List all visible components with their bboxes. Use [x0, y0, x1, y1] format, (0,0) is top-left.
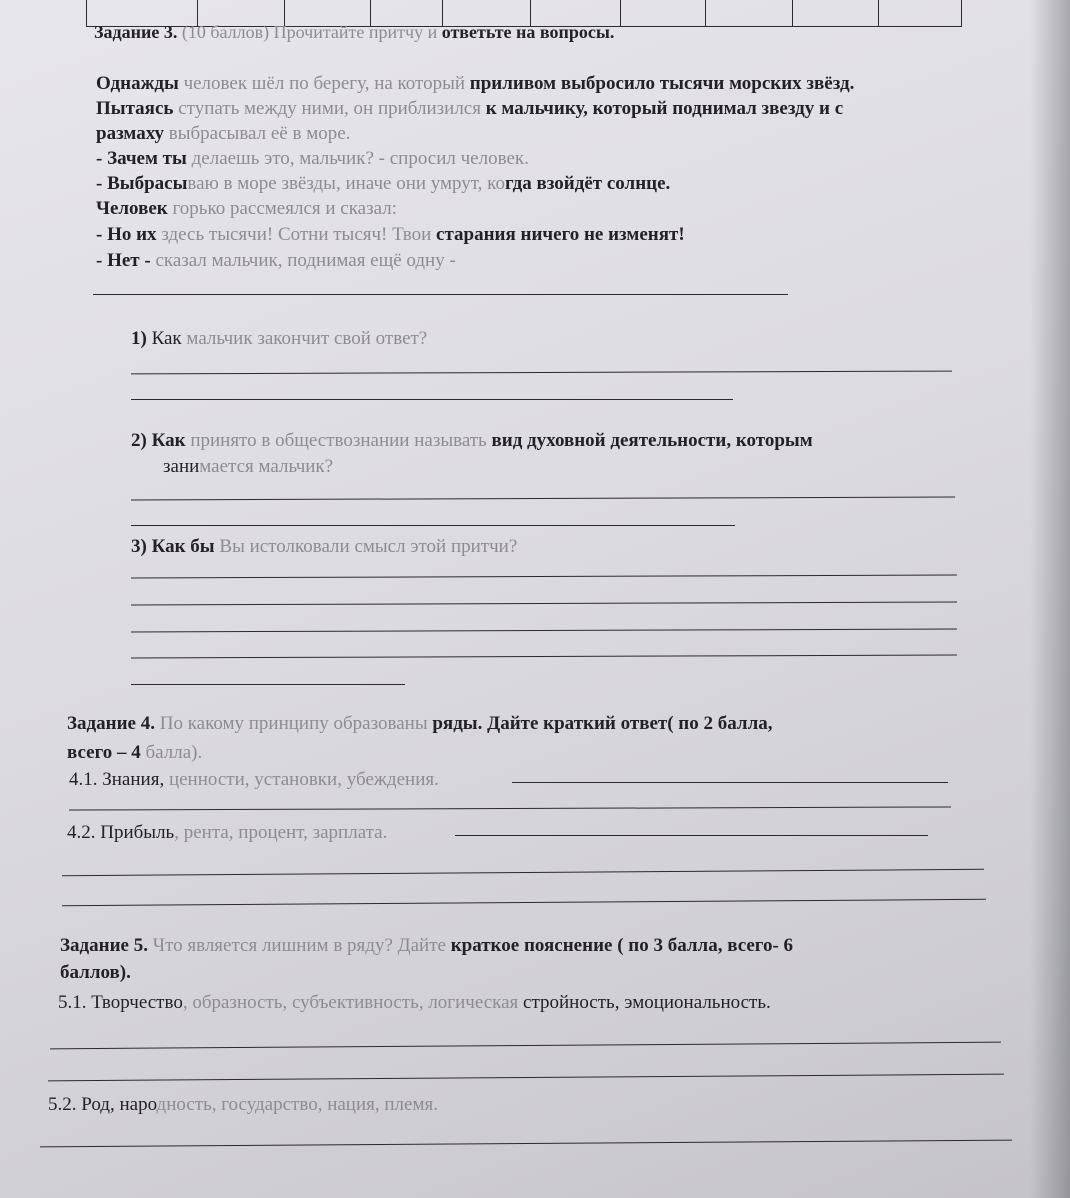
task3-header: Задание 3. (10 баллов) Прочитайте притчу и ответьте на вопросы. [94, 22, 615, 42]
parable-line-5: - Выбрасываю в море звёзды, иначе они умрут, когда взойдёт солнце. [96, 173, 671, 194]
answer-line [131, 525, 735, 526]
parable-line-1: Однажды человек шёл по берегу, на который приливом выбросило тысячи морских звёзд. [96, 73, 855, 94]
parable-line-7: - Но их здесь тысячи! Сотни тысяч! Твои старания ничего не изменят! [96, 224, 685, 245]
answer-line [512, 782, 948, 783]
answer-line [40, 1140, 1012, 1148]
answer-line [455, 835, 928, 836]
answer-line [131, 497, 955, 501]
table-cell [620, 0, 621, 27]
task4-header: Задание 4. По какому принципу образованы ряды. Дайте краткий ответ( по 2 балла, [67, 713, 773, 734]
task4-item-2: 4.2. Прибыль, рента, процент, зарплата. [67, 822, 388, 843]
answer-line [48, 1074, 1004, 1082]
task5-item-2: 5.2. Род, народность, государство, нация, племя. [48, 1094, 438, 1115]
table-cell [792, 0, 793, 27]
question-3: 3) Как бы Вы истолковали смысл этой притчи? [131, 536, 518, 557]
answer-line [62, 899, 986, 906]
question-2: 2) Как принято в обществознании называть вид духовной деятельности, которым [131, 430, 813, 451]
table-cell [705, 0, 706, 27]
answer-line [93, 294, 788, 295]
answer-line [50, 1042, 1001, 1050]
answer-line [62, 869, 984, 876]
parable-line-2: Пытаясь ступать между ними, он приблизился к мальчику, который поднимал звезду и с [96, 98, 844, 119]
parable-line-8: - Нет - сказал мальчик, поднимая ещё одну - [96, 250, 456, 271]
answer-line [131, 629, 957, 633]
answer-line [131, 602, 957, 606]
page-shadow [1030, 0, 1070, 1198]
answer-line [131, 399, 733, 400]
parable-line-6: Человек горько рассмеялся и сказал: [96, 198, 397, 219]
task4-item-1: 4.1. Знания, ценности, установки, убеждения. [69, 769, 439, 790]
answer-line [131, 575, 957, 579]
question-1: 1) Как мальчик закончит свой ответ? [131, 328, 428, 349]
answer-line [131, 684, 405, 685]
task5-header: Задание 5. Что является лишним в ряду? Дайте краткое пояснение ( по 3 балла, всего- 6 [60, 935, 794, 956]
task5-item-1: 5.1. Творчество, образность, субъективность, логическая стройность, эмоциональность. [58, 992, 771, 1013]
answer-line [131, 371, 952, 375]
answer-line [131, 655, 957, 659]
task4-header-cont: всего – 4 балла). [67, 742, 203, 763]
parable-line-3: размаху выбрасывал её в море. [96, 123, 351, 144]
parable-line-4: - Зачем ты делаешь это, мальчик? - спросил человек. [96, 148, 529, 169]
question-2-cont: занимается мальчик? [163, 456, 334, 477]
answer-line [69, 806, 951, 810]
task5-header-cont: баллов). [60, 962, 131, 983]
table-cell [878, 0, 879, 27]
